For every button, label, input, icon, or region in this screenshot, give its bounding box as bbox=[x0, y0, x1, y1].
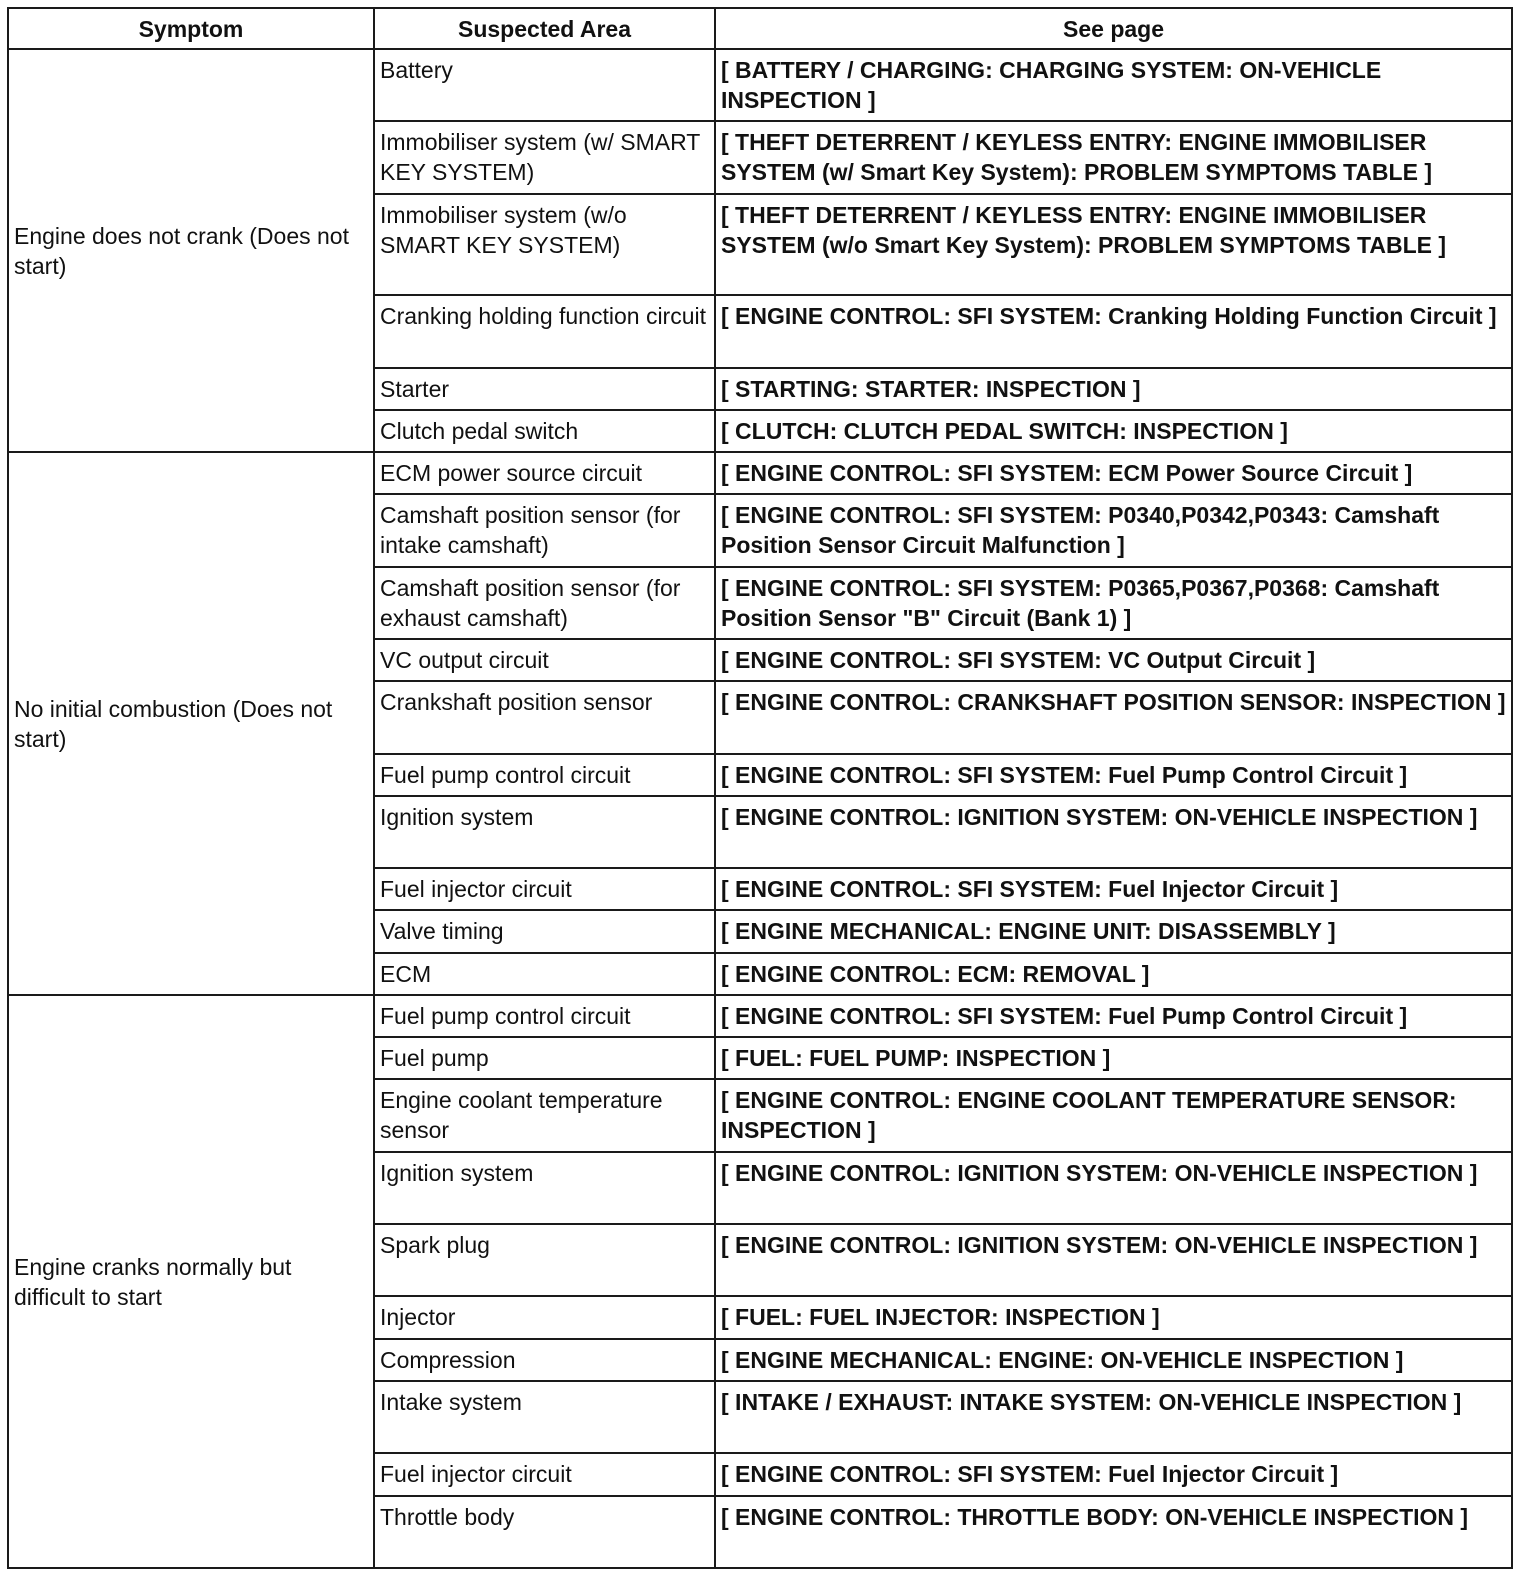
suspected-area-cell: Fuel injector circuit bbox=[374, 1453, 715, 1495]
suspected-area-cell: Injector bbox=[374, 1296, 715, 1338]
suspected-area-cell: Battery bbox=[374, 49, 715, 121]
suspected-area-cell: Fuel injector circuit bbox=[374, 868, 715, 910]
symptom-cell: Engine does not crank (Does not start) bbox=[8, 49, 374, 452]
see-page-cell: [ STARTING: STARTER: INSPECTION ] bbox=[715, 368, 1512, 410]
symptom-cell: Engine cranks normally but difficult to start bbox=[8, 995, 374, 1568]
table-body bbox=[8, 49, 1512, 1568]
see-page-cell: [ BATTERY / CHARGING: CHARGING SYSTEM: ON-VEHICLE INSPECTION ] bbox=[715, 49, 1512, 121]
suspected-area-cell: Throttle body bbox=[374, 1496, 715, 1569]
suspected-area-cell: Ignition system bbox=[374, 1152, 715, 1224]
see-page-cell: [ THEFT DETERRENT / KEYLESS ENTRY: ENGINE IMMOBILISER SYSTEM (w/o Smart Key System): PROBLEM SYMPTOMS TABLE ] bbox=[715, 194, 1512, 296]
see-page-cell: [ ENGINE CONTROL: SFI SYSTEM: Fuel Injector Circuit ] bbox=[715, 868, 1512, 910]
suspected-area-cell: Immobiliser system (w/ SMART KEY SYSTEM) bbox=[374, 121, 715, 193]
see-page-cell: [ ENGINE CONTROL: IGNITION SYSTEM: ON-VEHICLE INSPECTION ] bbox=[715, 1152, 1512, 1224]
suspected-area-cell: Cranking holding function circuit bbox=[374, 295, 715, 367]
suspected-area-cell: Clutch pedal switch bbox=[374, 410, 715, 452]
suspected-area-cell: Fuel pump bbox=[374, 1037, 715, 1079]
see-page-cell: [ ENGINE CONTROL: ECM: REMOVAL ] bbox=[715, 953, 1512, 995]
see-page-cell: [ INTAKE / EXHAUST: INTAKE SYSTEM: ON-VEHICLE INSPECTION ] bbox=[715, 1381, 1512, 1453]
suspected-area-cell: Immobiliser system (w/o SMART KEY SYSTEM) bbox=[374, 194, 715, 296]
see-page-cell: [ ENGINE CONTROL: SFI SYSTEM: VC Output Circuit ] bbox=[715, 639, 1512, 681]
suspected-area-cell: ECM bbox=[374, 953, 715, 995]
see-page-cell: [ ENGINE CONTROL: ENGINE COOLANT TEMPERATURE SENSOR: INSPECTION ] bbox=[715, 1079, 1512, 1151]
see-page-cell: [ ENGINE MECHANICAL: ENGINE: ON-VEHICLE INSPECTION ] bbox=[715, 1339, 1512, 1381]
symptom-cell: No initial combustion (Does not start) bbox=[8, 452, 374, 995]
column-header-suspected-area: Suspected Area bbox=[374, 8, 715, 49]
column-header-symptom: Symptom bbox=[8, 8, 374, 49]
table-row bbox=[8, 995, 1512, 1037]
see-page-cell: [ ENGINE CONTROL: IGNITION SYSTEM: ON-VEHICLE INSPECTION ] bbox=[715, 796, 1512, 868]
suspected-area-cell: VC output circuit bbox=[374, 639, 715, 681]
see-page-cell: [ ENGINE CONTROL: CRANKSHAFT POSITION SENSOR: INSPECTION ] bbox=[715, 681, 1512, 753]
suspected-area-cell: Intake system bbox=[374, 1381, 715, 1453]
see-page-cell: [ ENGINE CONTROL: THROTTLE BODY: ON-VEHICLE INSPECTION ] bbox=[715, 1496, 1512, 1569]
see-page-cell: [ ENGINE MECHANICAL: ENGINE UNIT: DISASSEMBLY ] bbox=[715, 910, 1512, 952]
problem-symptoms-table bbox=[7, 7, 1513, 1569]
suspected-area-cell: Ignition system bbox=[374, 796, 715, 868]
see-page-cell: [ FUEL: FUEL INJECTOR: INSPECTION ] bbox=[715, 1296, 1512, 1338]
suspected-area-cell: Valve timing bbox=[374, 910, 715, 952]
see-page-cell: [ ENGINE CONTROL: SFI SYSTEM: Fuel Injector Circuit ] bbox=[715, 1453, 1512, 1495]
suspected-area-cell: Fuel pump control circuit bbox=[374, 754, 715, 796]
suspected-area-cell: Compression bbox=[374, 1339, 715, 1381]
see-page-cell: [ ENGINE CONTROL: SFI SYSTEM: P0340,P0342,P0343: Camshaft Position Sensor Circuit Malfunction ] bbox=[715, 494, 1512, 566]
see-page-cell: [ ENGINE CONTROL: IGNITION SYSTEM: ON-VEHICLE INSPECTION ] bbox=[715, 1224, 1512, 1296]
suspected-area-cell: Starter bbox=[374, 368, 715, 410]
header-row bbox=[8, 8, 1512, 49]
see-page-cell: [ ENGINE CONTROL: SFI SYSTEM: P0365,P0367,P0368: Camshaft Position Sensor "B" Circuit (Bank 1) ] bbox=[715, 567, 1512, 639]
suspected-area-cell: ECM power source circuit bbox=[374, 452, 715, 494]
see-page-cell: [ ENGINE CONTROL: SFI SYSTEM: Fuel Pump Control Circuit ] bbox=[715, 995, 1512, 1037]
see-page-cell: [ ENGINE CONTROL: SFI SYSTEM: ECM Power Source Circuit ] bbox=[715, 452, 1512, 494]
see-page-cell: [ THEFT DETERRENT / KEYLESS ENTRY: ENGINE IMMOBILISER SYSTEM (w/ Smart Key System): PROBLEM SYMPTOMS TABLE ] bbox=[715, 121, 1512, 193]
table-row bbox=[8, 49, 1512, 121]
suspected-area-cell: Engine coolant temperature sensor bbox=[374, 1079, 715, 1151]
see-page-cell: [ CLUTCH: CLUTCH PEDAL SWITCH: INSPECTION ] bbox=[715, 410, 1512, 452]
column-header-see-page: See page bbox=[715, 8, 1512, 49]
suspected-area-cell: Camshaft position sensor (for exhaust camshaft) bbox=[374, 567, 715, 639]
table-row bbox=[8, 452, 1512, 494]
see-page-cell: [ FUEL: FUEL PUMP: INSPECTION ] bbox=[715, 1037, 1512, 1079]
suspected-area-cell: Crankshaft position sensor bbox=[374, 681, 715, 753]
suspected-area-cell: Camshaft position sensor (for intake camshaft) bbox=[374, 494, 715, 566]
suspected-area-cell: Fuel pump control circuit bbox=[374, 995, 715, 1037]
see-page-cell: [ ENGINE CONTROL: SFI SYSTEM: Fuel Pump Control Circuit ] bbox=[715, 754, 1512, 796]
suspected-area-cell: Spark plug bbox=[374, 1224, 715, 1296]
see-page-cell: [ ENGINE CONTROL: SFI SYSTEM: Cranking Holding Function Circuit ] bbox=[715, 295, 1512, 367]
